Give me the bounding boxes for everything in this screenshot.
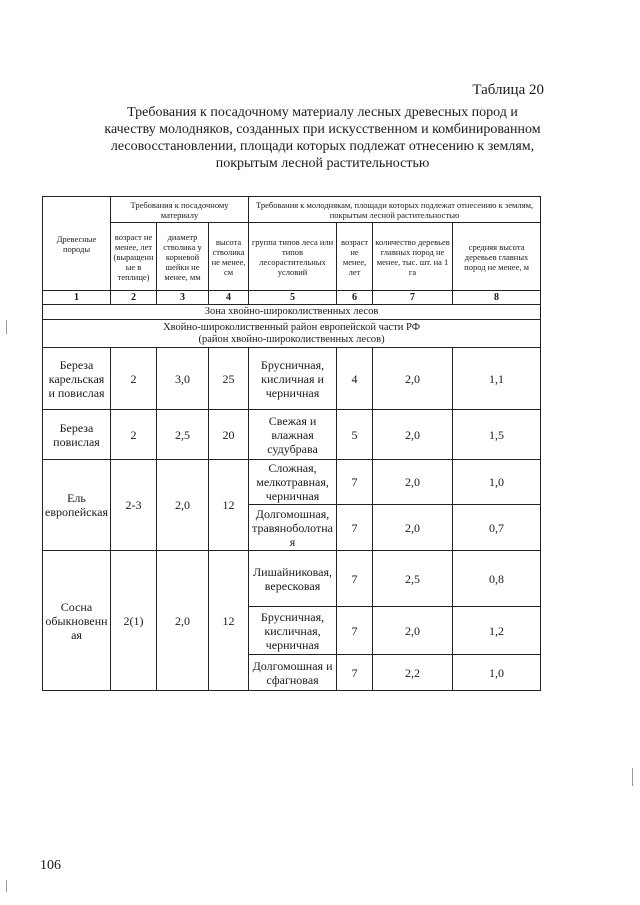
col-number: 1: [43, 291, 111, 305]
avg-height-cell: 1,0: [453, 460, 541, 505]
trees-count-cell: 2,0: [373, 410, 453, 460]
trees-count-cell: 2,5: [373, 551, 453, 607]
col-number: 3: [157, 291, 209, 305]
header-diameter: диаметр стволика у корневой шейки не менее, мм: [157, 223, 209, 291]
requirements-table: [42, 196, 541, 691]
age-cell: 2: [111, 348, 157, 410]
avg-height-cell: 1,1: [453, 348, 541, 410]
age-cell: 2(1): [111, 551, 157, 691]
trees-count-cell: 2,0: [373, 607, 453, 655]
col-number: 4: [209, 291, 249, 305]
avg-height-cell: 1,5: [453, 410, 541, 460]
caption-line: лесовосстановлении, площади которых подлежат отнесению к землям,: [110, 139, 535, 154]
header-trees-count: количество деревьев главных пород не менее, тыс. шт. на 1 га: [373, 223, 453, 291]
trees-count-cell: 2,0: [373, 460, 453, 505]
forest-type-cell: Долгомошная и сфагновая: [249, 655, 337, 691]
col-number: 6: [337, 291, 373, 305]
forest-type-cell: Лишайниковая, вересковая: [249, 551, 337, 607]
col-number: 2: [111, 291, 157, 305]
page-number: 106: [40, 858, 61, 873]
trees-count-cell: 2,2: [373, 655, 453, 691]
region-line: (район хвойно-широколиственных лесов): [198, 333, 385, 345]
trees-count-cell: 2,0: [373, 505, 453, 551]
scan-mark: [6, 880, 7, 892]
header-young-age: возраст не менее, лет: [337, 223, 373, 291]
forest-type-cell: Свежая и влажная судубрава: [249, 410, 337, 460]
trees-count-cell: 2,0: [373, 348, 453, 410]
zone-row: Зона хвойно-широколиственных лесов: [43, 305, 541, 320]
header-young-group: Требования к молоднякам, площади которых подлежат отнесению к землям, покрытым лесной растительностью: [249, 197, 541, 223]
scan-mark: [6, 320, 7, 334]
region-line: Хвойно-широколиственный район европейской части РФ: [163, 321, 421, 333]
forest-type-cell: Брусничная, кисличная и черничная: [249, 348, 337, 410]
header-height: высота стволика не менее, см: [209, 223, 249, 291]
species-cell: Береза повислая: [43, 410, 111, 460]
young-age-cell: 4: [337, 348, 373, 410]
young-age-cell: 7: [337, 551, 373, 607]
header-forest-type: группа типов леса или типов лесорастительных условий: [249, 223, 337, 291]
forest-type-cell: Брусничная, кисличная, черничная: [249, 607, 337, 655]
avg-height-cell: 0,8: [453, 551, 541, 607]
col-number: 7: [373, 291, 453, 305]
forest-type-cell: Долгомошная, травяноболотная: [249, 505, 337, 551]
avg-height-cell: 0,7: [453, 505, 541, 551]
height-cell: 12: [209, 551, 249, 691]
forest-type-cell: Сложная, мелкотравная, черничная: [249, 460, 337, 505]
height-cell: 12: [209, 460, 249, 551]
age-cell: 2: [111, 410, 157, 460]
scan-mark: [632, 768, 633, 786]
species-cell: Сосна обыкновенная: [43, 551, 111, 691]
diameter-cell: 3,0: [157, 348, 209, 410]
table-caption: [95, 104, 550, 172]
species-cell: Береза карельская и повислая: [43, 348, 111, 410]
col-number: 8: [453, 291, 541, 305]
diameter-cell: 2,5: [157, 410, 209, 460]
caption-line: Требования к посадочному материалу лесных древесных пород и: [127, 105, 518, 120]
region-row: [43, 320, 541, 348]
young-age-cell: 7: [337, 505, 373, 551]
avg-height-cell: 1,2: [453, 607, 541, 655]
age-cell: 2-3: [111, 460, 157, 551]
young-age-cell: 7: [337, 460, 373, 505]
header-avg-height: средняя высота деревьев главных пород не менее, м: [453, 223, 541, 291]
height-cell: 25: [209, 348, 249, 410]
caption-line: покрытым лесной растительностью: [215, 156, 430, 171]
species-cell: Ель европейская: [43, 460, 111, 551]
young-age-cell: 5: [337, 410, 373, 460]
diameter-cell: 2,0: [157, 551, 209, 691]
height-cell: 20: [209, 410, 249, 460]
header-planting-group: Требования к посадочному материалу: [111, 197, 249, 223]
col-number: 5: [249, 291, 337, 305]
young-age-cell: 7: [337, 607, 373, 655]
header-species: Древесные породы: [43, 197, 111, 291]
header-age: возраст не менее, лет (выращенные в теплице): [111, 223, 157, 291]
diameter-cell: 2,0: [157, 460, 209, 551]
caption-line: качеству молодняков, созданных при искусственном и комбинированном: [104, 122, 541, 137]
table-label: Таблица 20: [472, 82, 544, 98]
young-age-cell: 7: [337, 655, 373, 691]
avg-height-cell: 1,0: [453, 655, 541, 691]
